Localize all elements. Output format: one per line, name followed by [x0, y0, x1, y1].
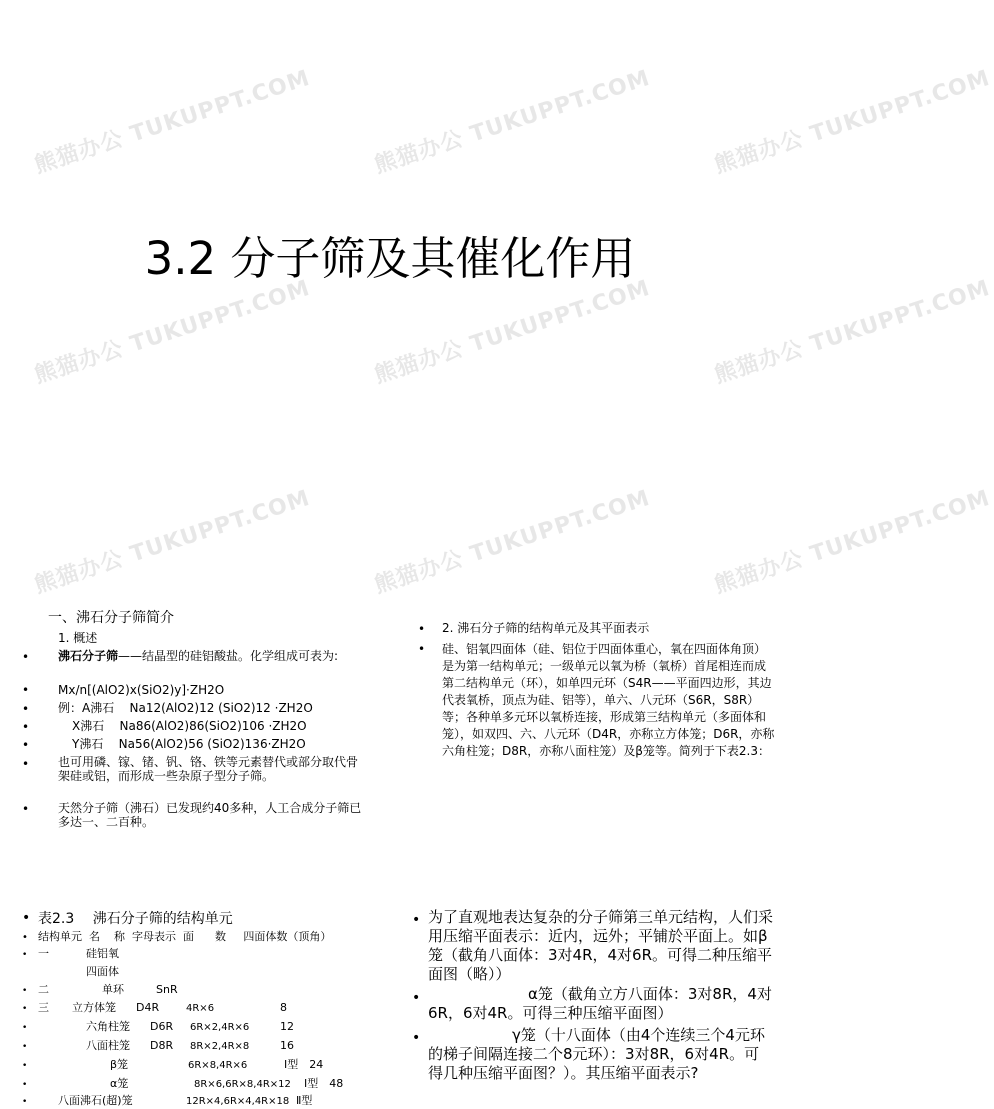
- table-cell-name: 四面体: [86, 965, 119, 978]
- table-cell-faces: 6R×2,4R×6: [190, 1022, 250, 1033]
- example-x-label: X沸石: [72, 719, 105, 733]
- table-cell-faces: 6R×8,4R×6: [188, 1060, 248, 1071]
- table-cell-faces: 8R×6,6R×8,4R×12: [194, 1079, 291, 1090]
- table-cell-faces: 12R×4,6R×4,4R×18: [186, 1096, 290, 1107]
- formula-text: Mx/n[(AlO2)x(SiO2)y]·ZH2O: [58, 683, 225, 697]
- watermark: 熊猫办公 TUKUPPT.COM: [371, 485, 654, 599]
- structure-paragraph: 硅、铝氧四面体（硅、铝位于四面体重心，氧在四面体角顶）是为第一结构单元；一级单元以氧为桥（氧桥）首尾相连而成第二结构单元（环），如单四元环（S4R——平面四边形，其边代表氧桥，顶点为硅、铝等），单六、八元环（S6R，S8R）等；各种单多元环以氧桥连接，形成第三结构单元（多面体和笼），如双四、六、八元环（D4R，亦称立方体笼；D6R，亦称六角柱笼；D8R，亦称八面柱笼）及β笼等。简列于下表2.3：: [442, 642, 775, 758]
- table-cell-count: Ⅱ型: [296, 1094, 313, 1107]
- table-cell-name: 八面沸石(超)笼: [58, 1094, 133, 1107]
- watermark: 熊猫办公 TUKUPPT.COM: [371, 65, 654, 179]
- table-cell-count: Ⅰ型 24: [284, 1058, 324, 1071]
- bullet: •: [22, 702, 30, 716]
- bullet: •: [22, 683, 30, 697]
- example-a-label: 例：A沸石: [58, 701, 115, 715]
- bullet: •: [418, 622, 426, 636]
- bullet: •: [412, 990, 421, 1006]
- watermark: 熊猫办公 TUKUPPT.COM: [711, 485, 994, 599]
- table-cell-level: 一: [38, 947, 49, 960]
- watermark: 熊猫办公 TUKUPPT.COM: [371, 275, 654, 389]
- table-cell-level: 二: [38, 983, 49, 996]
- table-cell-code: D4R: [136, 1001, 160, 1014]
- table-cell-faces: 8R×2,4R×8: [190, 1041, 250, 1052]
- paragraph-substitution: 也可用磷、镓、锗、钒、铬、铁等元素替代或部分取代骨架硅或铝，而形成一些杂原子型分子筛。: [58, 755, 359, 783]
- definition-term: 沸石分子筛: [58, 649, 119, 663]
- bullet: •: [418, 642, 426, 656]
- bullet: •: [412, 912, 421, 928]
- table-row: • 三 立方体笼 D4R 4R×6 8: [22, 1001, 287, 1014]
- example-a-formula: Na12(AlO2)12 (SiO2)12 ·ZH2O: [129, 701, 313, 715]
- table-row: • 六角柱笼 D6R 6R×2,4R×6 12: [22, 1020, 294, 1033]
- table-cell-name: β笼: [110, 1058, 129, 1071]
- definition: [58, 649, 368, 663]
- example-x: [72, 719, 307, 733]
- table-cell-name: α笼: [110, 1077, 129, 1090]
- table-row: • 一 硅铝氧: [22, 947, 156, 962]
- bullet: •: [22, 650, 30, 664]
- bullet: •: [22, 738, 30, 752]
- table-row: • 八面沸石(超)笼 12R×4,6R×4,4R×18 Ⅱ型: [22, 1094, 313, 1107]
- table-row: [22, 965, 156, 978]
- table-cell-name: 立方体笼: [72, 1001, 116, 1014]
- paragraph-natural: 天然分子筛（沸石）已发现约40多种，人工合成分子筛已多达一、二百种。: [58, 801, 362, 829]
- bullet: •: [22, 757, 30, 771]
- table-header: 结构单元 名 称 字母表示 面 数 四面体数（顶角）: [38, 930, 332, 943]
- table-row: • α笼 8R×6,6R×8,4R×12 Ⅰ型 48: [22, 1077, 344, 1090]
- watermark: 熊猫办公 TUKUPPT.COM: [711, 275, 994, 389]
- section-heading: 一、沸石分子筛简介: [48, 610, 174, 626]
- table-caption: 表2.3 沸石分子筛的结构单元: [38, 911, 233, 927]
- table-cell-name: 硅铝氧: [86, 947, 119, 960]
- general-formula: [58, 683, 224, 697]
- example-a: [58, 701, 313, 715]
- table-row: • 八面柱笼 D8R 8R×2,4R×8 16: [22, 1039, 294, 1052]
- table-cell-code: D8R: [150, 1039, 174, 1052]
- table-cell-code: D6R: [150, 1020, 174, 1033]
- structure-heading: 2. 沸石分子筛的结构单元及其平面表示: [442, 621, 650, 635]
- page-title: 3.2 分子筛及其催化作用: [144, 232, 636, 285]
- table-cell-faces: 4R×6: [186, 1003, 215, 1014]
- example-y-formula: Na56(AlO2)56 (SiO2)136·ZH2O: [118, 737, 306, 751]
- table-cell-count: 8: [280, 1001, 287, 1014]
- table-row: • β笼 6R×8,4R×6 Ⅰ型 24: [22, 1058, 324, 1071]
- bullet: •: [22, 932, 28, 943]
- watermark: 熊猫办公 TUKUPPT.COM: [31, 485, 314, 599]
- bullet: •: [22, 910, 31, 926]
- compression-paragraph-alpha: α笼（截角立方八面体：3对8R，4对6R，6对4R。可得三种压缩平面图）: [428, 985, 772, 1022]
- table-row: • 二 单环 SnR: [22, 983, 206, 998]
- bullet: •: [22, 720, 30, 734]
- table-cell-count: Ⅰ型 48: [304, 1077, 344, 1090]
- subsection-heading: 1. 概述: [58, 631, 98, 645]
- compression-paragraph-beta: 为了直观地表达复杂的分子筛第三单元结构，人们采用压缩平面表示：近内，远外；平铺於平面上。如β笼（截角八面体：3对4R，4对6R。可得二种压缩平面图（略））: [428, 908, 774, 983]
- watermark: 熊猫办公 TUKUPPT.COM: [31, 275, 314, 389]
- example-x-formula: Na86(AlO2)86(SiO2)106 ·ZH2O: [119, 719, 307, 733]
- watermark: 熊猫办公 TUKUPPT.COM: [711, 65, 994, 179]
- table-cell-count: 16: [280, 1039, 294, 1052]
- example-y: [72, 737, 306, 751]
- table-cell-count: 12: [280, 1020, 294, 1033]
- table-cell-name: 六角柱笼: [86, 1020, 130, 1033]
- table-cell-code: SnR: [156, 983, 178, 996]
- definition-text: ——结晶型的硅铝酸盐。化学组成可表为:: [118, 649, 339, 663]
- table-cell-name: 八面柱笼: [86, 1039, 130, 1052]
- table-cell-level: 三: [38, 1001, 49, 1014]
- example-y-label: Y沸石: [72, 737, 104, 751]
- table-cell-name: 单环: [102, 983, 124, 996]
- watermark: 熊猫办公 TUKUPPT.COM: [31, 65, 314, 179]
- compression-paragraph-gamma: γ笼（十八面体（由4个连续三个4元环的梯子间隔连接二个8元环）：3对8R，6对4R。可得几种压缩平面图？）。其压缩平面表示?: [428, 1026, 765, 1082]
- bullet: •: [22, 802, 30, 816]
- bullet: •: [412, 1030, 421, 1046]
